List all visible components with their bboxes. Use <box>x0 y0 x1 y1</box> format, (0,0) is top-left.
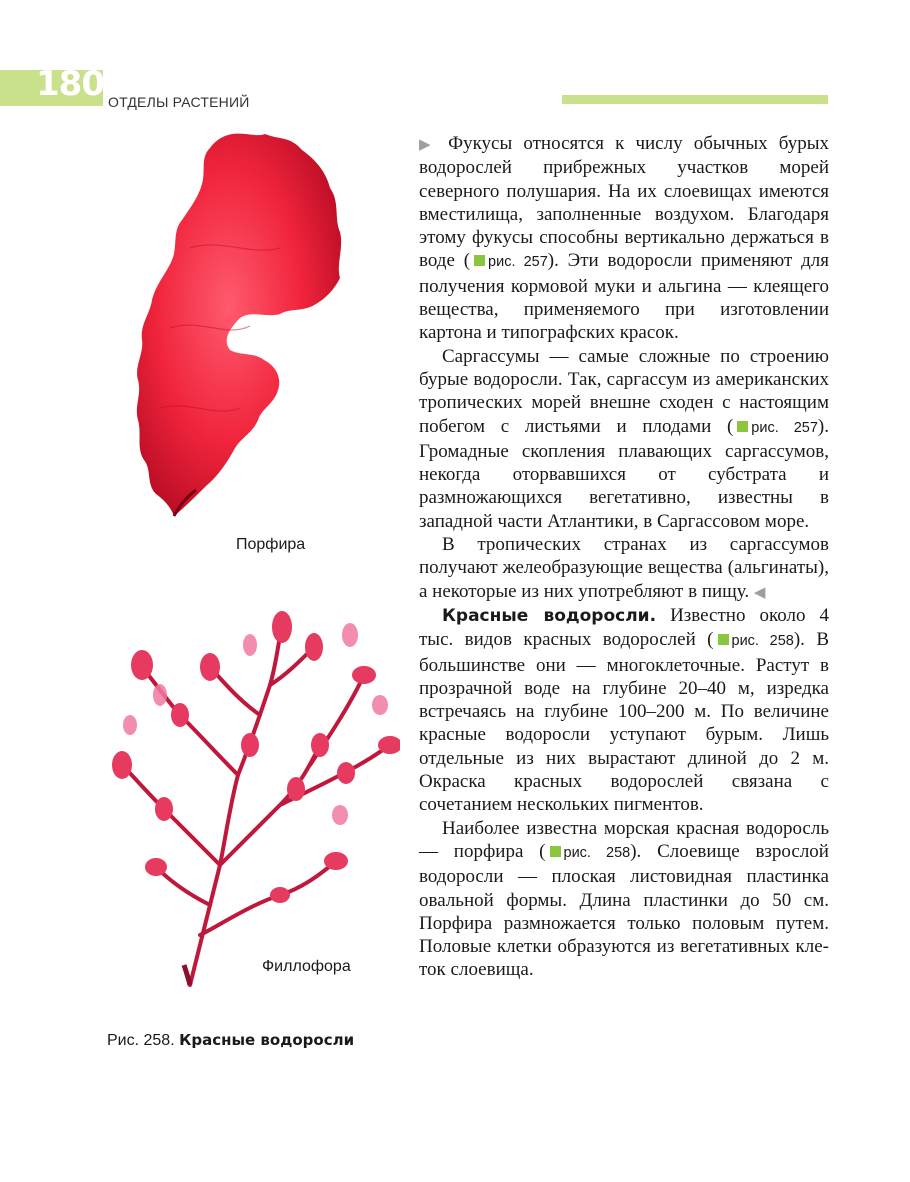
end-marker-icon: ◀ <box>753 582 766 601</box>
caption-title: Красные водоросли <box>179 1031 355 1049</box>
body-text <box>419 132 829 982</box>
porphyra-illustration <box>130 128 345 523</box>
paragraph-red-algae: Красные водоросли. Известно около 4 тыс. видов красных водорослей ( рис. 258). В большинстве они — многоклеточные. Растут в прозрачной воде на глубине 20–40 м, изредка встречаясь на глубине 100–200 м. По величине красные водоросли уступают бурым. Лишь отдельные из них вырастают длиной до 2 м. Окраска красных водорослей связана с сочетанием нескольких пигментов. <box>419 604 829 816</box>
term-red-algae: Красные водоросли. <box>442 605 657 626</box>
figure-caption <box>107 1031 354 1050</box>
green-square-icon <box>718 634 729 645</box>
figure-label-phyllophora: Филлофора <box>262 958 351 975</box>
figure-label-porphyra: Порфира <box>236 536 306 553</box>
paragraph-porphyra: Наиболее известна морская красная водоросль — порфира ( рис. 258). Слоевище взрослой водоросли — плоская листовидная пластинка овальной формы. Длина пластинки до 50 см. Порфира размножается только половым путем. Половые клетки образуются из вегетативных клеток слоевища. <box>419 817 829 981</box>
section-title: ОТДЕЛЫ РАСТЕНИЙ <box>108 94 250 110</box>
figure-reference[interactable]: рис. 258 <box>714 629 794 650</box>
figure-reference[interactable]: рис. 257 <box>470 250 548 271</box>
page-number: 180 <box>36 64 104 104</box>
paragraph-tropical: В тропических странах из саргассумов получают желеобразующие вещества (альгинаты), а некоторые из них употребляют в пищу. ◀ <box>419 534 829 602</box>
start-marker-icon: ▶ <box>419 135 437 153</box>
figure-reference[interactable]: рис. 258 <box>546 841 631 862</box>
green-square-icon <box>737 421 748 432</box>
caption-prefix: Рис. 258. <box>107 1032 175 1049</box>
paragraph-sargassum: Саргассумы — самые сложные по строению бурые водоросли. Так, саргассум из американских тропических морей внешне сходен с настоящим побегом с листьями и плодами ( рис. 257). Громадные скопления плавающих саргассумов, некогда оторвавшихся от субстрата и размножающихся вегетативно, известны в западной части Атлантики, в Саргассовом море. <box>419 345 829 532</box>
paragraph-fucus: ▶ Фукусы относятся к числу обычных бурых водорослей прибрежных участков морей северного полушария. На их слоевищах имеются вместилища, заполненные воздухом. Благодаря этому фукусы способны вертикально держаться в воде ( рис. 257). Эти водоросли применяют для получения кормовой муки и альгина — клеящего вещества, применяемого при изготовлении картона и типографских красок. <box>419 133 829 344</box>
header-accent-bar <box>562 95 828 104</box>
figure-reference[interactable]: рис. 257 <box>733 416 818 437</box>
green-square-icon <box>550 846 561 857</box>
phyllophora-illustration <box>100 605 400 995</box>
green-square-icon <box>474 255 485 266</box>
